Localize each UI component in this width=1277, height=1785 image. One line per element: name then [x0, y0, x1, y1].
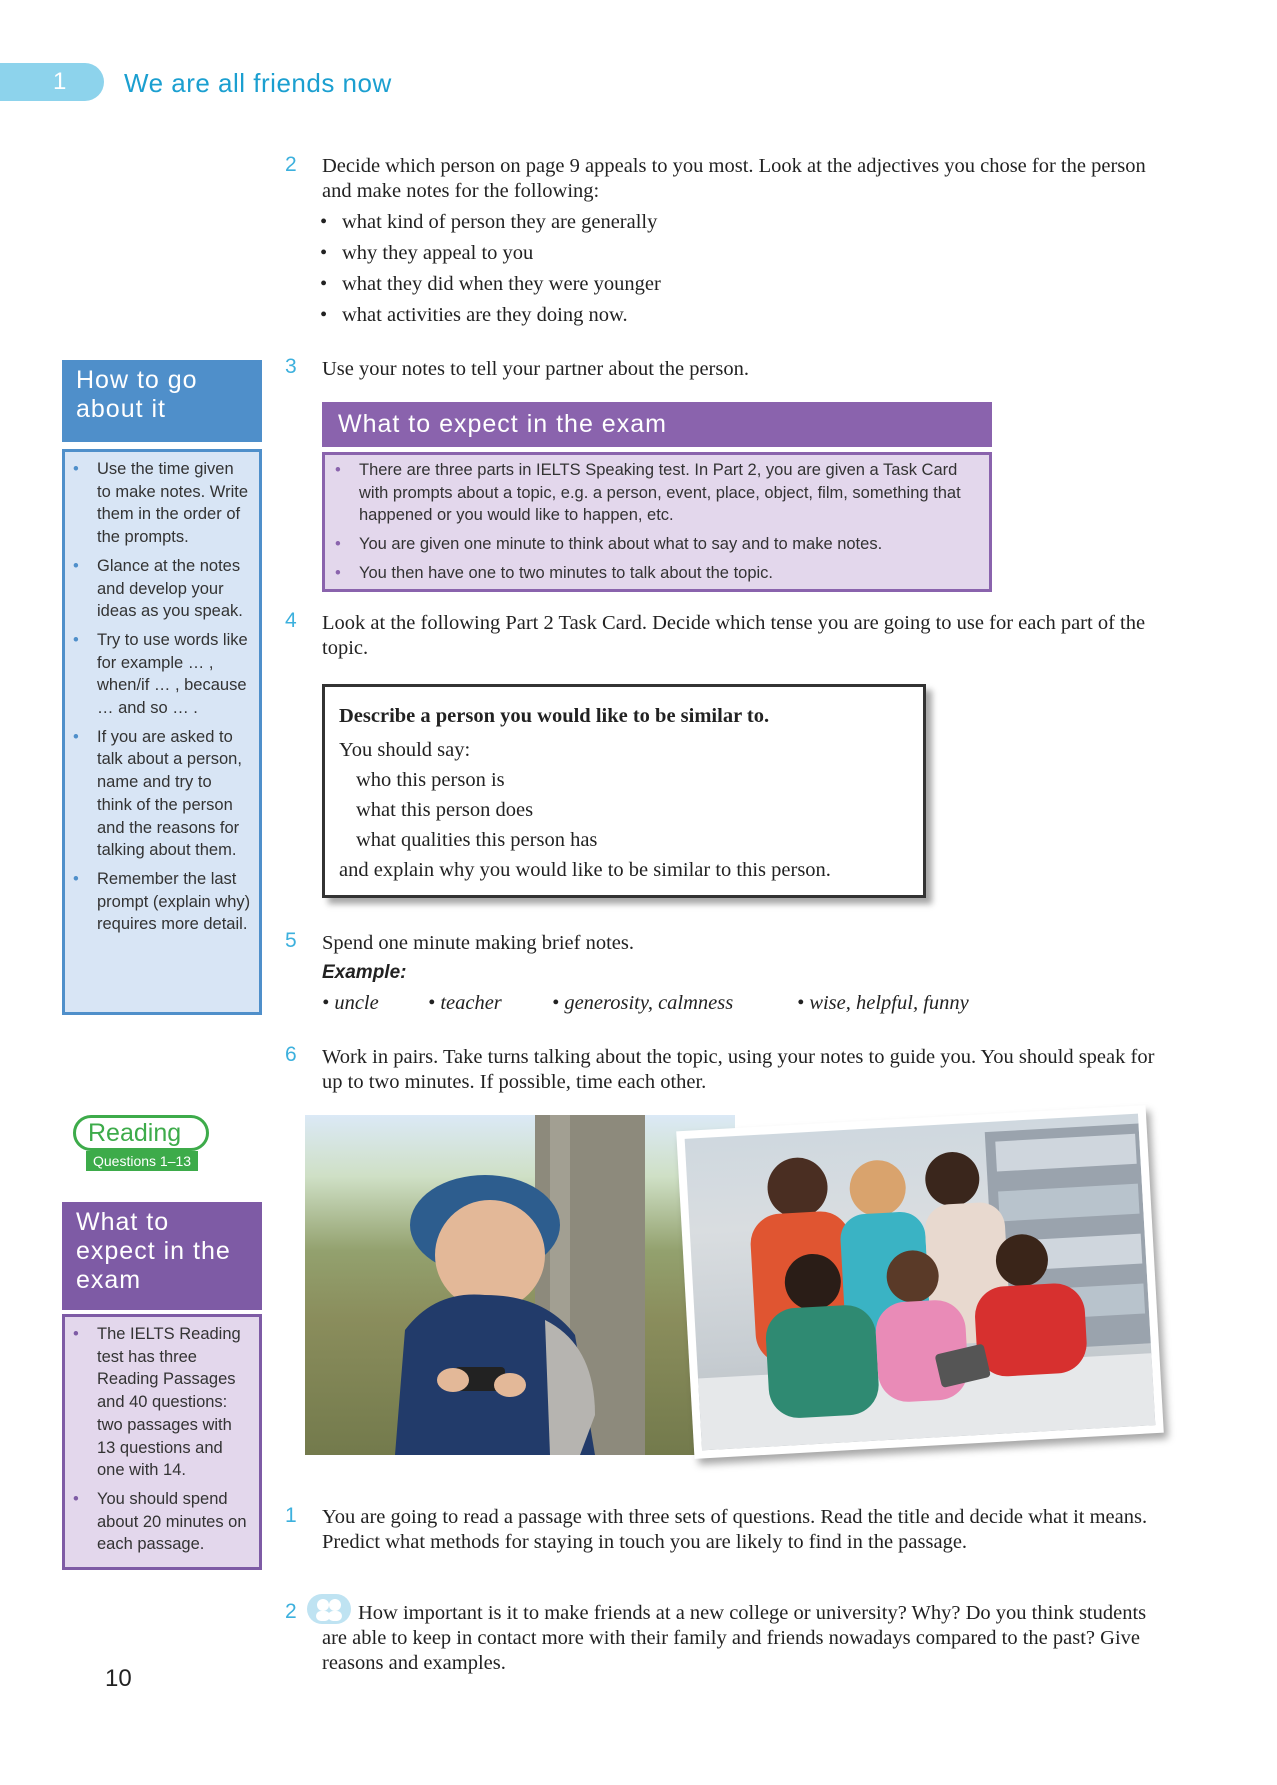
example-item: • teacher	[428, 992, 502, 1014]
photo-students-group	[676, 1105, 1164, 1459]
list-item: • You should spend about 20 minutes on each passage.	[65, 1488, 251, 1556]
list-item: • Use the time given to make notes. Write them in the order of the prompts.	[65, 458, 251, 549]
list-item: • You are given one minute to think about what to say and to make notes.	[325, 533, 979, 556]
task-2-text: Decide which person on page 9 appeals to you most. Look at the adjectives you chose for the person and make notes for the following:	[322, 155, 1146, 202]
reading-expect-title: What to expect in the exam	[62, 1202, 262, 1310]
reading-questions: Questions 1–13	[86, 1151, 198, 1171]
example-item: • uncle	[322, 992, 379, 1014]
reading-task-2-number: 2	[285, 1600, 297, 1623]
task-5-text: Spend one minute making brief notes.	[322, 932, 634, 954]
task-card	[322, 684, 926, 898]
reading-label: Reading	[73, 1115, 209, 1151]
unit-tab	[0, 63, 104, 101]
list-item: • why they appeal to you	[318, 238, 1118, 269]
reading-task-1-text: You are going to read a passage with three sets of questions. Read the title and decide what it means. Predict what methods for staying in touch you are likely to find in the passage.	[322, 1506, 1148, 1553]
example-label: Example:	[322, 962, 407, 983]
list-item: • You then have one to two minutes to talk about the topic.	[325, 562, 979, 585]
task-3-text: Use your notes to tell your partner about the person.	[322, 358, 749, 380]
task-card-prompt: what qualities this person has	[356, 829, 598, 851]
task-3-number: 3	[285, 355, 297, 378]
task-2-number: 2	[285, 153, 297, 176]
unit-title: We are all friends now	[124, 68, 392, 98]
task-card-intro: You should say:	[339, 739, 471, 761]
task-6-number: 6	[285, 1043, 297, 1066]
exam-box-body	[322, 452, 992, 592]
task-4-number: 4	[285, 609, 297, 632]
example-item: • generosity, calmness	[552, 992, 734, 1014]
photo-boy-with-phone	[305, 1115, 735, 1455]
task-card-prompt: what this person does	[356, 799, 534, 821]
list-item: • what kind of person they are generally	[318, 207, 1118, 238]
task-2-bullets	[318, 207, 1118, 331]
list-item: • If you are asked to talk about a person, name and try to think of the person and the reasons for talking about them.	[65, 726, 251, 862]
list-item: • There are three parts in IELTS Speaking test. In Part 2, you are given a Task Card with prompts about a topic, e.g. a person, event, place, object, film, something that happened or you would like to happen, etc.	[325, 459, 979, 527]
howto-title: How to go about it	[62, 360, 262, 442]
list-item: • Glance at the notes and develop your ideas as you speak.	[65, 555, 251, 623]
list-item: • what activities are they doing now.	[318, 300, 1118, 331]
howto-body	[62, 449, 262, 1015]
task-card-closing: and explain why you would like to be similar to this person.	[339, 859, 831, 881]
task-card-title: Describe a person you would like to be similar to.	[339, 705, 770, 727]
list-item: • what they did when they were younger	[318, 269, 1118, 300]
page-number: 10	[105, 1665, 132, 1692]
reading-task-1-number: 1	[285, 1504, 297, 1527]
task-card-prompt: who this person is	[356, 769, 505, 791]
list-item: • Try to use words like for example … , when/if … , because … and so … .	[65, 629, 251, 720]
task-6-text: Work in pairs. Take turns talking about the topic, using your notes to guide you. You should speak for up to two minutes. If possible, time each other.	[322, 1046, 1155, 1093]
reading-expect-body	[62, 1314, 262, 1570]
task-5-number: 5	[285, 929, 297, 952]
exam-box-title: What to expect in the exam	[322, 402, 992, 447]
reading-task-2-text: How important is it to make friends at a new college or university? Why? Do you think students are able to keep in contact more with their family and friends nowadays compared to the past? Give reasons and examples.	[322, 1602, 1147, 1674]
task-4-text: Look at the following Part 2 Task Card. Decide which tense you are going to use for each part of the topic.	[322, 612, 1146, 659]
photo-boy-illustration	[305, 1115, 735, 1455]
list-item: • Remember the last prompt (explain why) requires more detail.	[65, 868, 251, 936]
list-item: • The IELTS Reading test has three Reading Passages and 40 questions: two passages with 13 questions and one with 14.	[65, 1323, 251, 1482]
photo-students-illustration	[685, 1114, 1156, 1451]
unit-number: 1	[53, 68, 67, 95]
example-item: • wise, helpful, funny	[797, 992, 969, 1014]
